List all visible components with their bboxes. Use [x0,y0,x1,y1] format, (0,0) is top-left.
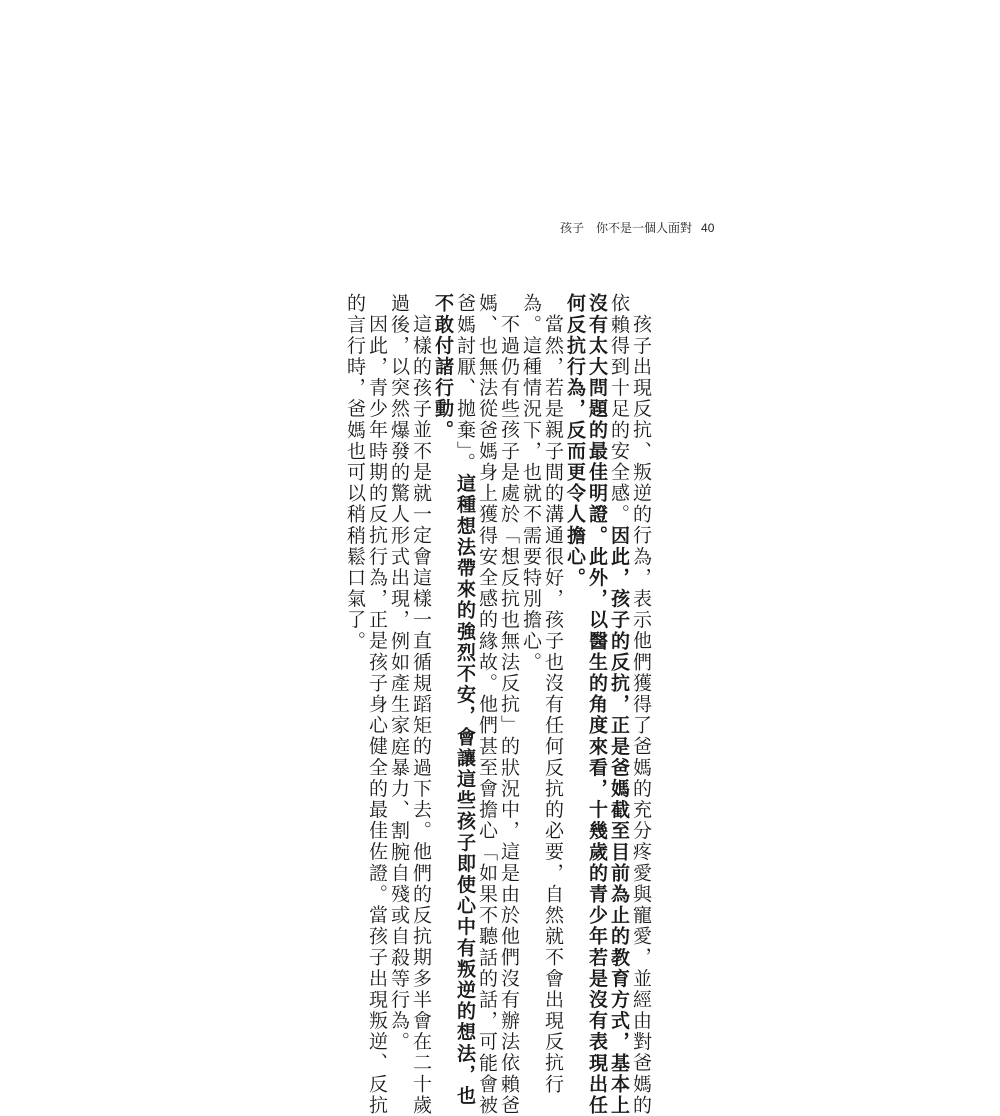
text-column [342,293,364,652]
body-text: 爸媽討厭、拋棄」。 [454,293,476,474]
body-text: 過後，以突然爆發的驚人形式出現，例如產生家庭暴力、割腕自殘或自殺等行為。 [388,293,410,1053]
body-text: 這樣的孩子並不是就一定會這樣一直循規蹈矩的過下去。他們的反抗期多半會在二十歲 [410,314,432,1116]
body-text: 孩子出現反抗、叛逆的行為，表示他們獲得了爸媽的充分疼愛與寵愛，並經由對爸媽的 [630,314,652,1116]
body-text: 的言行時，爸媽也可以稍稍鬆口氣了。 [344,293,366,652]
running-header [560,219,715,236]
emphasized-text: 不敢付諸行動。 [432,293,454,441]
body-text: 當然，若是親子間的溝通很好，孩子也沒有任何反抗的必要，自然就不會出現反抗行 [542,314,564,1095]
text-column [408,293,430,1116]
emphasized-text: 何反抗行為，反而更令人擔心。 [564,293,586,589]
body-text: 媽、也無法從爸媽身上獲得安全感的緣故。他們甚至會擔心「如果不聽話的話，可能會被 [476,293,498,1116]
body-text: 不過仍有些孩子是處於「想反抗也無法反抗」的狀況中，這是由於他們沒有辦法依賴爸 [498,314,520,1116]
text-column [562,293,584,588]
text-column [386,293,408,1053]
page-number: 40 [701,221,715,235]
text-column [628,293,650,1116]
text-column [496,293,518,1116]
text-column [474,293,496,1116]
book-title: 孩子 你不是一個人面對 [560,221,693,235]
text-column [430,293,452,441]
body-text: 依賴得到十足的安全感。 [608,293,630,526]
text-column [518,293,540,673]
text-column [452,293,474,1106]
text-column [364,293,386,1116]
body-text: 因此，青少年時期的反抗行為，正是孩子身心健全的最佳佐證。當孩子出現叛逆、反抗 [366,314,388,1116]
body-text: 為。這種情況下，也就不需要特別擔心。 [520,293,542,673]
emphasized-text: 沒有太大問題的最佳明證。此外，以醫生的角度來看，十幾歲的青少年若是沒有表現出任 [586,293,608,1116]
emphasized-text: 這種想法帶來的強烈不安，會讓這些孩子即使心中有叛逆的想法，也 [454,473,476,1107]
text-column [606,293,628,1116]
emphasized-text: 因此，孩子的反抗，正是爸媽截至目前為止的教育方式，基本上 [608,525,630,1116]
text-column [584,293,606,1116]
text-column [540,293,562,1095]
